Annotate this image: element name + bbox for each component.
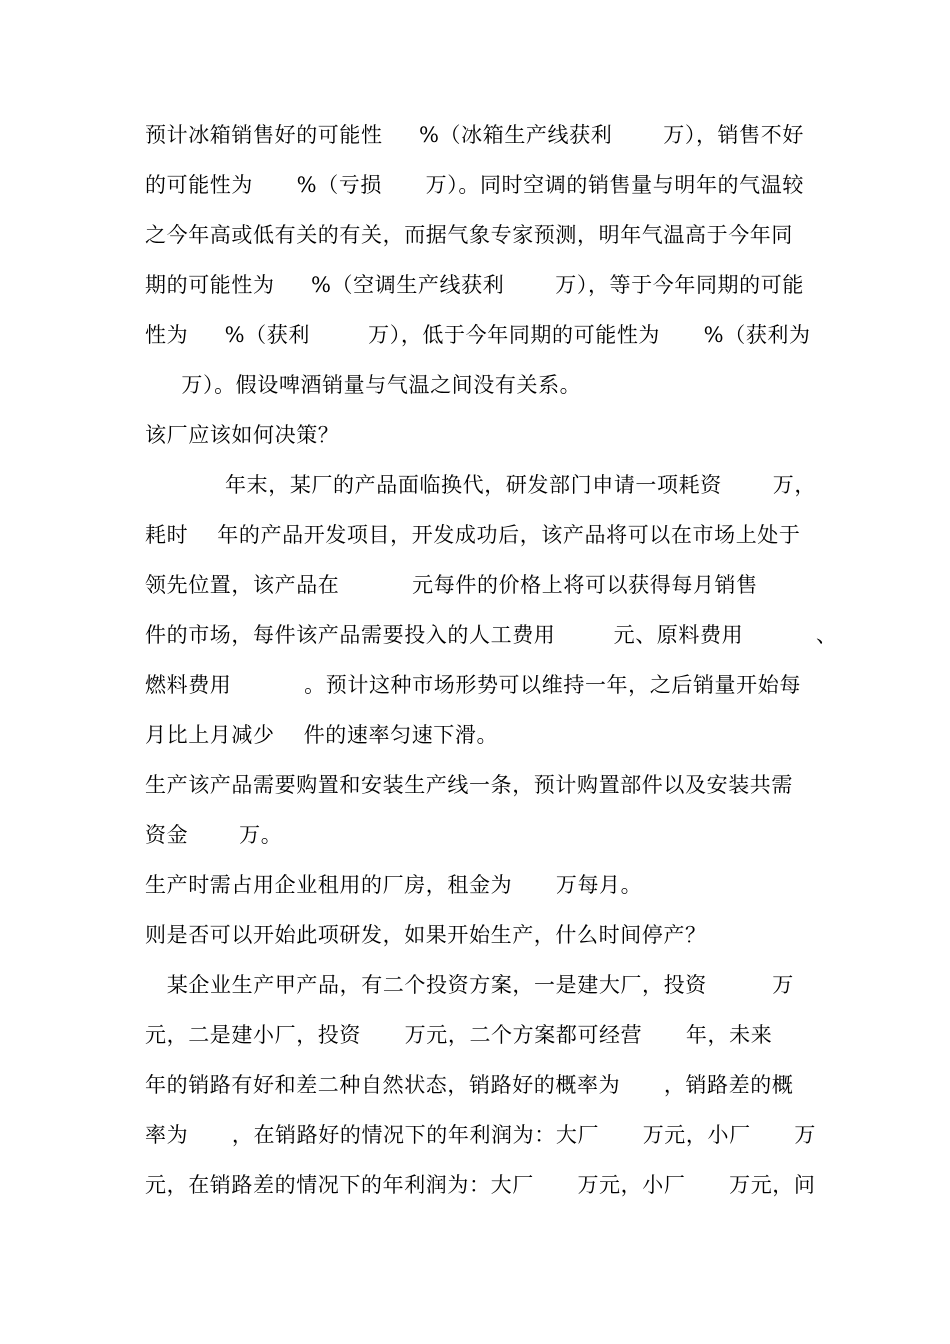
text-line: 元，在销路差的情况下的年利润为：大厂 万元，小厂 万元，问 <box>145 1173 816 1197</box>
text-line: 预计冰箱销售好的可能性 %（冰箱生产线获利 万），销售不好 <box>145 123 804 147</box>
text-line: 资金 万。 <box>145 823 283 847</box>
text-line: 件的市场，每件该产品需要投入的人工费用 元、原料费用 、 <box>145 623 838 647</box>
text-line: 性为 %（获利 万），低于今年同期的可能性为 %（获利为 <box>145 323 811 347</box>
text-line: 期的可能性为 %（空调生产线获利 万），等于今年同期的可能 <box>145 273 804 297</box>
text-line: 则是否可以开始此项研发，如果开始生产，什么时间停产？ <box>145 923 707 947</box>
text-line: 年的销路有好和差二种自然状态，销路好的概率为 ，销路差的概 <box>145 1073 794 1097</box>
text-line: 耗时 年的产品开发项目，开发成功后，该产品将可以在市场上处于 <box>145 523 801 547</box>
text-line: 的可能性为 %（亏损 万）。同时空调的销售量与明年的气温较 <box>145 173 804 197</box>
text-line: 领先位置，该产品在 元每件的价格上将可以获得每月销售 <box>145 573 758 597</box>
text-line: 元，二是建小厂，投资 万元，二个方案都可经营 年，未来 <box>145 1023 773 1047</box>
text-line: 月比上月减少 件的速率匀速下滑。 <box>145 723 499 747</box>
text-line: 燃料费用 。预计这种市场形势可以维持一年，之后销量开始每 <box>145 673 801 697</box>
text-line: 某企业生产甲产品，有二个投资方案，一是建大厂，投资 万 <box>145 973 794 997</box>
text-line: 之今年高或低有关的有关，而据气象专家预测，明年气温高于今年同 <box>145 223 793 247</box>
text-line: 生产时需占用企业租用的厂房，租金为 万每月。 <box>145 873 643 897</box>
text-line: 年末，某厂的产品面临换代，研发部门申请一项耗资 万， <box>145 473 816 497</box>
text-line: 万）。假设啤酒销量与气温之间没有关系。 <box>145 373 582 397</box>
text-line: 生产该产品需要购置和安装生产线一条，预计购置部件以及安装共需 <box>145 773 793 797</box>
text-line: 该厂应该如何决策？ <box>145 423 340 447</box>
text-line: 率为 ，在销路好的情况下的年利润为：大厂 万元，小厂 万 <box>145 1123 816 1147</box>
